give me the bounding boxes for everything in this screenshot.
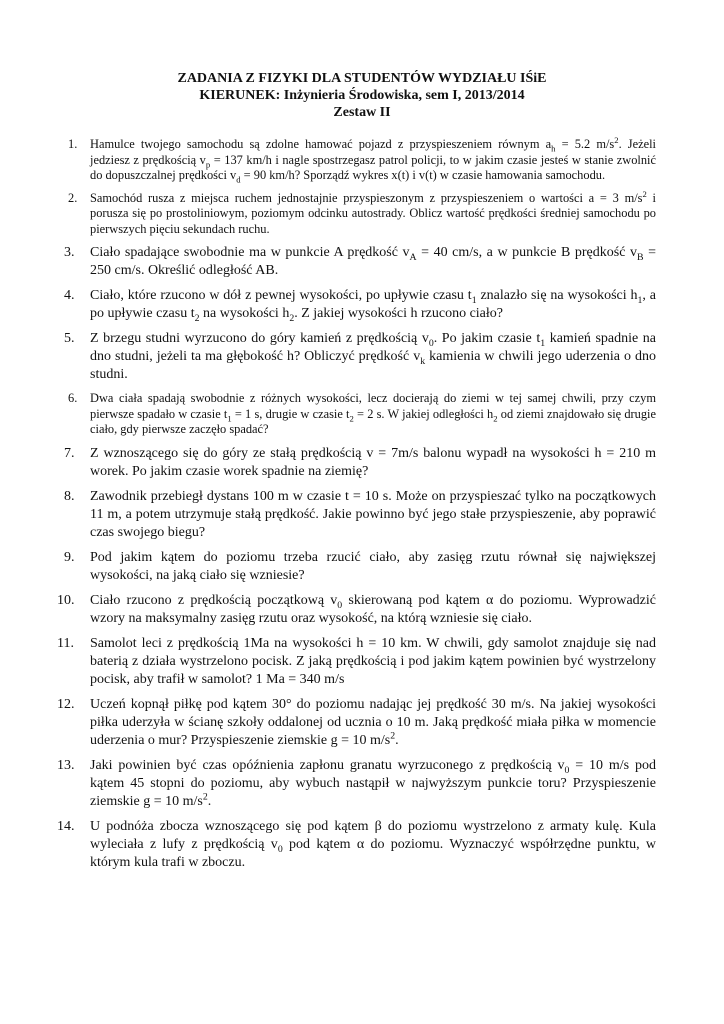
header-set: Zestaw II <box>333 105 391 120</box>
problem-number: 12. <box>57 696 75 712</box>
problem-text: Ciało, które rzucono w dół z pewnej wysokości, po upływie czasu $t_1$ znalazło się na wysokości $h_1$, a po upływie czasu $t_2$ na wysokości $h_2$. Z jakiej wysokości h rzucono ciało? <box>90 288 656 324</box>
problem-item <box>57 635 656 689</box>
problem-number: 14. <box>57 818 75 834</box>
header-course: KIERUNEK: Inżynieria Środowiska, sem I, 2013/2014 <box>199 88 525 103</box>
problem-number: 11. <box>57 635 74 651</box>
document-header <box>0 70 724 121</box>
problem-text: Pod jakim kątem do poziomu trzeba rzucić ciało, aby zasięg rzutu równał się największej wysokości, na jaką ciało się wzniesie? <box>90 549 656 583</box>
problem-item <box>68 188 656 238</box>
problem-number: 6. <box>68 391 78 405</box>
problem-number: 8. <box>64 488 75 504</box>
problem-item <box>57 592 656 628</box>
problem-text: Uczeń kopnął piłkę pod kątem 30° do poziomu nadając jej prędkość 30 m/s. Na jakiej wysokości piłka uderzyła w ścianę szkoły oddalonej od ucznia o 10 m. Jaką prędkość miała piłka w momencie uderzenia o mur? Przyspieszenie ziemskie g = 10 $m/s^2$. <box>90 696 656 748</box>
problem-number: 4. <box>64 288 75 303</box>
problem-text: Jaki powinien być czas opóźnienia zapłonu granatu wyrzuconego z prędkością $v_0 = 10$ m/s pod kątem 45 stopni do poziomu, aby wybuch nastąpił w najwyższym punkcie toru? Przyspieszenie ziemskie g = 10 $m/s^2$. <box>90 757 656 809</box>
problem-text: U podnóża zbocza wznoszącego się pod kątem β do poziomu wystrzelono z armaty kulę. Kula wyleciała z lufy z prędkością $v_0$ pod kątem α do poziomu. Wyznaczyć współrzędne punktu, w którym kula trafi w zboczu. <box>90 818 656 870</box>
problem-number: 10. <box>57 592 75 608</box>
header-title: ZADANIA Z FIZYKI DLA STUDENTÓW WYDZIAŁU IŚiE <box>177 71 547 86</box>
problem-item <box>64 330 657 384</box>
problem-number: 5. <box>64 331 75 346</box>
problem-text: Z brzegu studni wyrzucono do góry kamień z prędkością $v_0$. Po jakim czasie $t_1$ kamień spadnie na dno studni, jeżeli ta ma głębokość h? Obliczyć prędkość $v_k$ kamienia w chwili jego uderzenia o dno studni. <box>90 331 657 382</box>
problem-number: 1. <box>68 137 78 151</box>
problem-item <box>57 818 656 872</box>
problem-item <box>64 287 656 324</box>
problem-number: 3. <box>64 245 75 260</box>
problem-item <box>64 244 656 280</box>
problem-item <box>64 488 656 542</box>
problem-number: 2. <box>68 190 78 205</box>
problem-item <box>68 391 656 438</box>
problem-text: Hamulce twojego samochodu są zdolne hamować pojazd z przyspieszeniem równym $a_h = 5.2$ $m/s^2$. Jeżeli jedziesz z prędkością $v_p = 137$ km/h i nagle spostrzegasz patrol policji, to w jakim czasie jesteś w stanie zwolnić do dopuszczalnej prędkości $v_d = 90$ km/h? Sporządź wykres x(t) i v(t) w czasie hamowania samochodu. <box>90 134 657 185</box>
problem-item <box>57 696 656 750</box>
problem-number: 9. <box>64 549 75 565</box>
problem-list <box>57 134 657 879</box>
problem-number: 13. <box>57 757 75 773</box>
problem-text: Ciało rzucono z prędkością początkową $v_0$ skierowaną pod kątem α do poziomu. Wyprowadzić wzory na maksymalny zasięg rzutu oraz wysokość, na którą wzniesie się ciało. <box>90 592 656 626</box>
problem-item <box>68 134 657 185</box>
problem-text: Ciało spadające swobodnie ma w punkcie A prędkość $v_A = 40$ cm/s, a w punkcie B prędkość $v_B = 250$ cm/s. Określić odległość AB. <box>90 245 656 278</box>
problem-text: Samochód rusza z miejsca ruchem jednostajnie przyspieszonym z przyspieszeniem o wartości a = 3 $m/s^2$ i porusza się po prostoliniowym, poziomym odcinku autostrady. Oblicz wartość prędkości średniej samochodu po pierwszych pięciu sekundach ruchu. <box>90 188 656 236</box>
problem-text: Samolot leci z prędkością 1Ma na wysokości h = 10 km. W chwili, gdy samolot znajduje się nad baterią z działa wystrzelono pocisk. Z jaką prędkością i pod jakim kątem powinien być wystrzelony pocisk, aby trafił w samolot? 1 Ma = 340 m/s <box>90 635 656 687</box>
problem-item <box>64 549 656 585</box>
problem-item <box>64 445 656 481</box>
problem-text: Z wznoszącego się do góry ze stałą prędkością v = 7m/s balonu wypadł na wysokości h = 210 m worek. Po jakim czasie worek spadnie na ziemię? <box>90 445 656 479</box>
problem-text: Zawodnik przebiegł dystans 100 m w czasie t = 10 s. Może on przyspieszać tylko na początkowych 11 m, a potem utrzymuje stałą prędkość. Jakie powinno być jego stałe przyspieszenie, aby poprawić czas swojego biegu? <box>90 488 656 540</box>
problem-item <box>57 757 656 811</box>
problem-number: 7. <box>64 445 75 461</box>
problem-text: Dwa ciała spadają swobodnie z różnych wysokości, lecz docierają do ziemi w tej samej chwili, przy czym pierwsze spadało w czasie $t_1 = 1$ s, drugie w czasie $t_2 = 2$ s. W jakiej odległości $h_2$ od ziemi znajdowało się drugie ciało, gdy pierwsze zaczęło spadać? <box>90 391 656 436</box>
